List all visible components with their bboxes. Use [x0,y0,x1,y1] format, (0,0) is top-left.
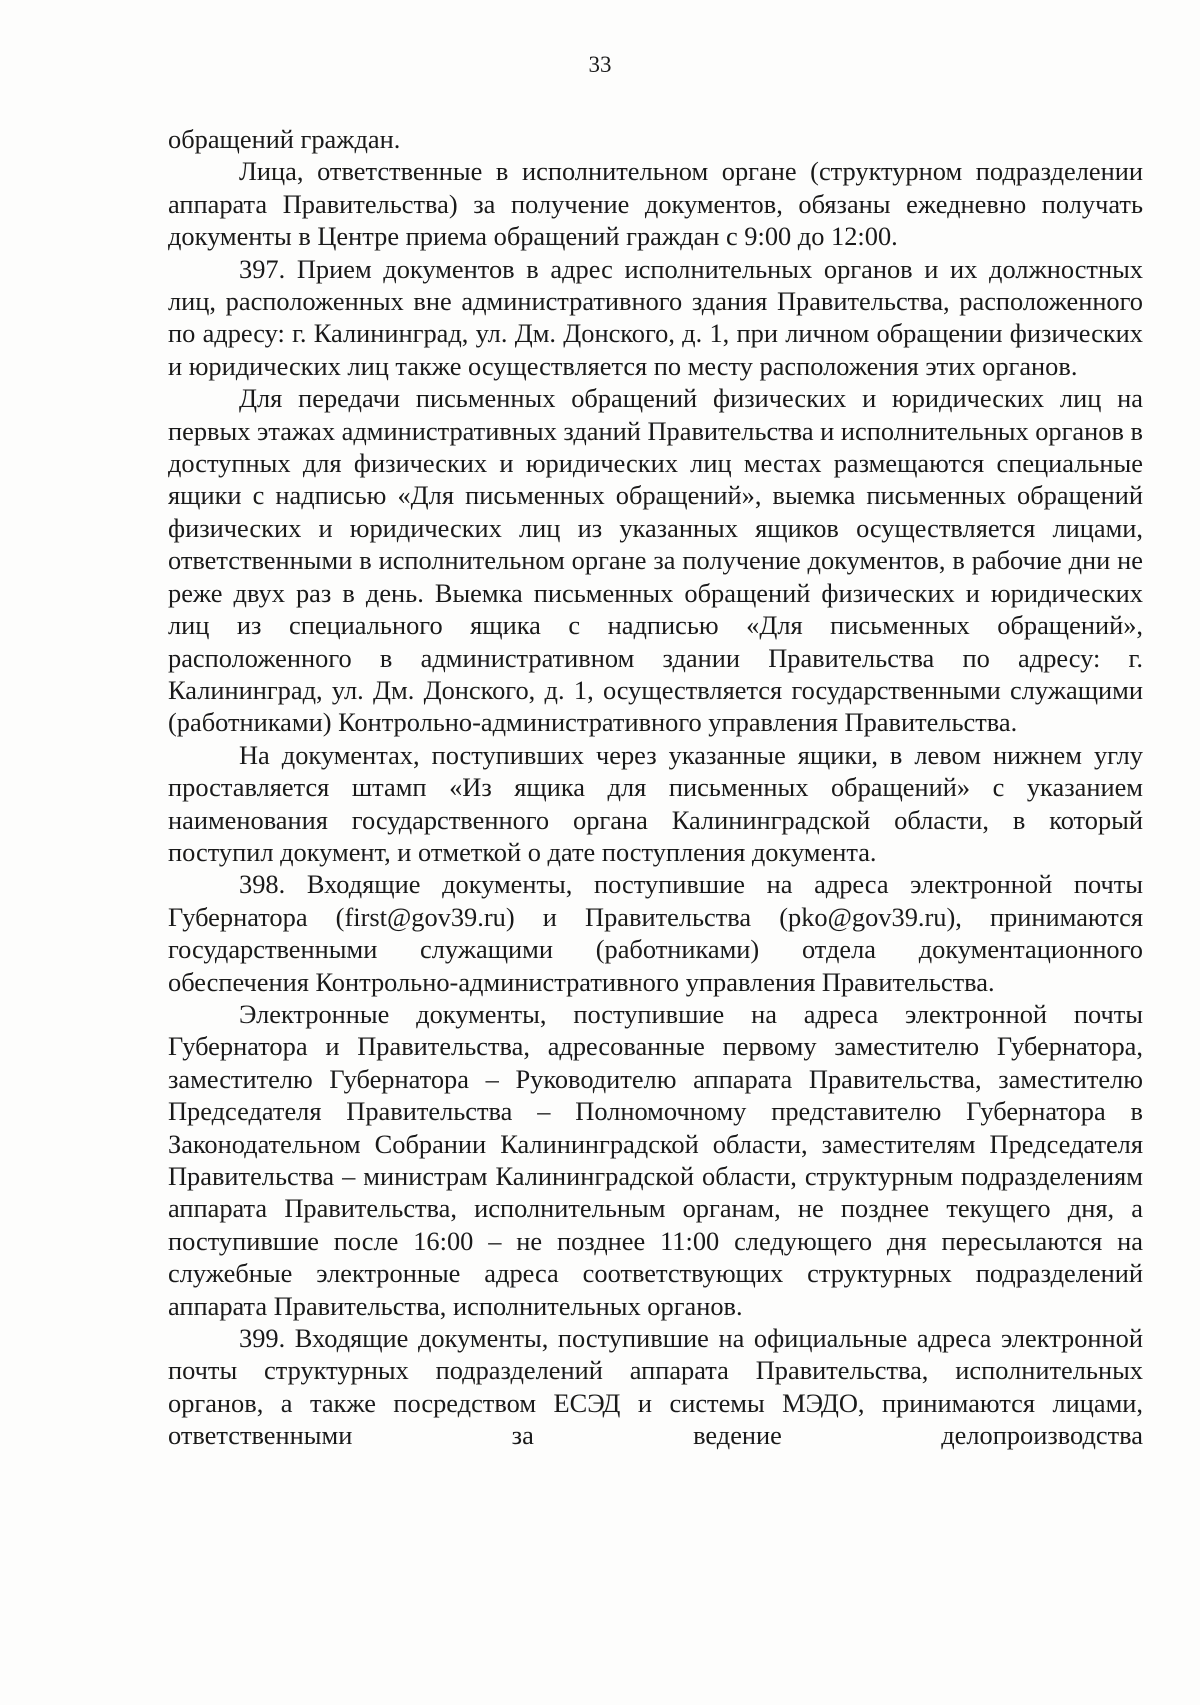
paragraph-continuation: обращений граждан. [168,124,401,154]
paragraph-responsible-persons: Лица, ответственные в исполнительном органе (структурном подразделении аппарата Правительства) за получение документов, обязаны ежедневно получать документы в Центре приема обращений граждан с 9:00 до 12:00. [168,156,1143,252]
paragraph-electronic-documents: Электронные документы, поступившие на адреса электронной почты Губернатора и Правительства, адресованные первому заместителю Губернатора, заместителю Губернатора – Руководителю аппарата Правительства, заместителю Председателя Правительства – Полномочному представителю Губернатора в Законодательном Собрании Калининградской области, заместителям Председателя Правительства – министрам Калининградской области, структурным подразделениям аппарата Правительства, исполнительным органам, не позднее текущего дня, а поступившие после 16:00 – не позднее 11:00 следующего дня пересылаются на служебные электронные адреса соответствующих структурных подразделений аппарата Правительства, исполнительных органов. [168,998,1143,1321]
paragraph-stamp: На документах, поступивших через указанные ящики, в левом нижнем углу проставляется штамп «Из ящика для письменных обращений» с указанием наименования государственного органа Калининградской области, в который поступил документ, и отметкой о дате поступления документа. [168,739,1143,867]
paragraph-397: 397. Прием документов в адрес исполнительных органов и их должностных лиц, расположенных вне административного здания Правительства, расположенного по адресу: г. Калининград, ул. Дм. Донского, д. 1, при личном обращении физических и юридических лиц также осуществляется по месту расположения этих органов. [168,253,1143,381]
document-body [168,123,1143,1452]
paragraph-399: 399. Входящие документы, поступившие на официальные адреса электронной почты структурных подразделений аппарата Правительства, исполнительных органов, а также посредством ЕСЭД и системы МЭДО, принимаются лицами, ответственными за ведение делопроизводства [168,1323,1143,1451]
page-number: 33 [588,52,612,77]
paragraph-398: 398. Входящие документы, поступившие на адреса электронной почты Губернатора (first@gov39.ru) и Правительства (pko@gov39.ru), принимаются государственными служащими (работниками) отдела документационного обеспечения Контрольно-административного управления Правительства. [168,869,1143,997]
paragraph-mailboxes: Для передачи письменных обращений физических и юридических лиц на первых этажах административных зданий Правительства и исполнительных органов в доступных для физических и юридических лиц местах размещаются специальные ящики с надписью «Для письменных обращений», выемка письменных обращений физических и юридических лиц из указанных ящиков осуществляется лицами, ответственными в исполнительном органе за получение документов, в рабочие дни не реже двух раз в день. Выемка письменных обращений физических и юридических лиц из специального ящика с надписью «Для письменных обращений», расположенного в административном здании Правительства по адресу: г. Калининград, ул. Дм. Донского, д. 1, осуществляется государственными служащими (работниками) Контрольно-административного управления Правительства. [168,383,1143,738]
